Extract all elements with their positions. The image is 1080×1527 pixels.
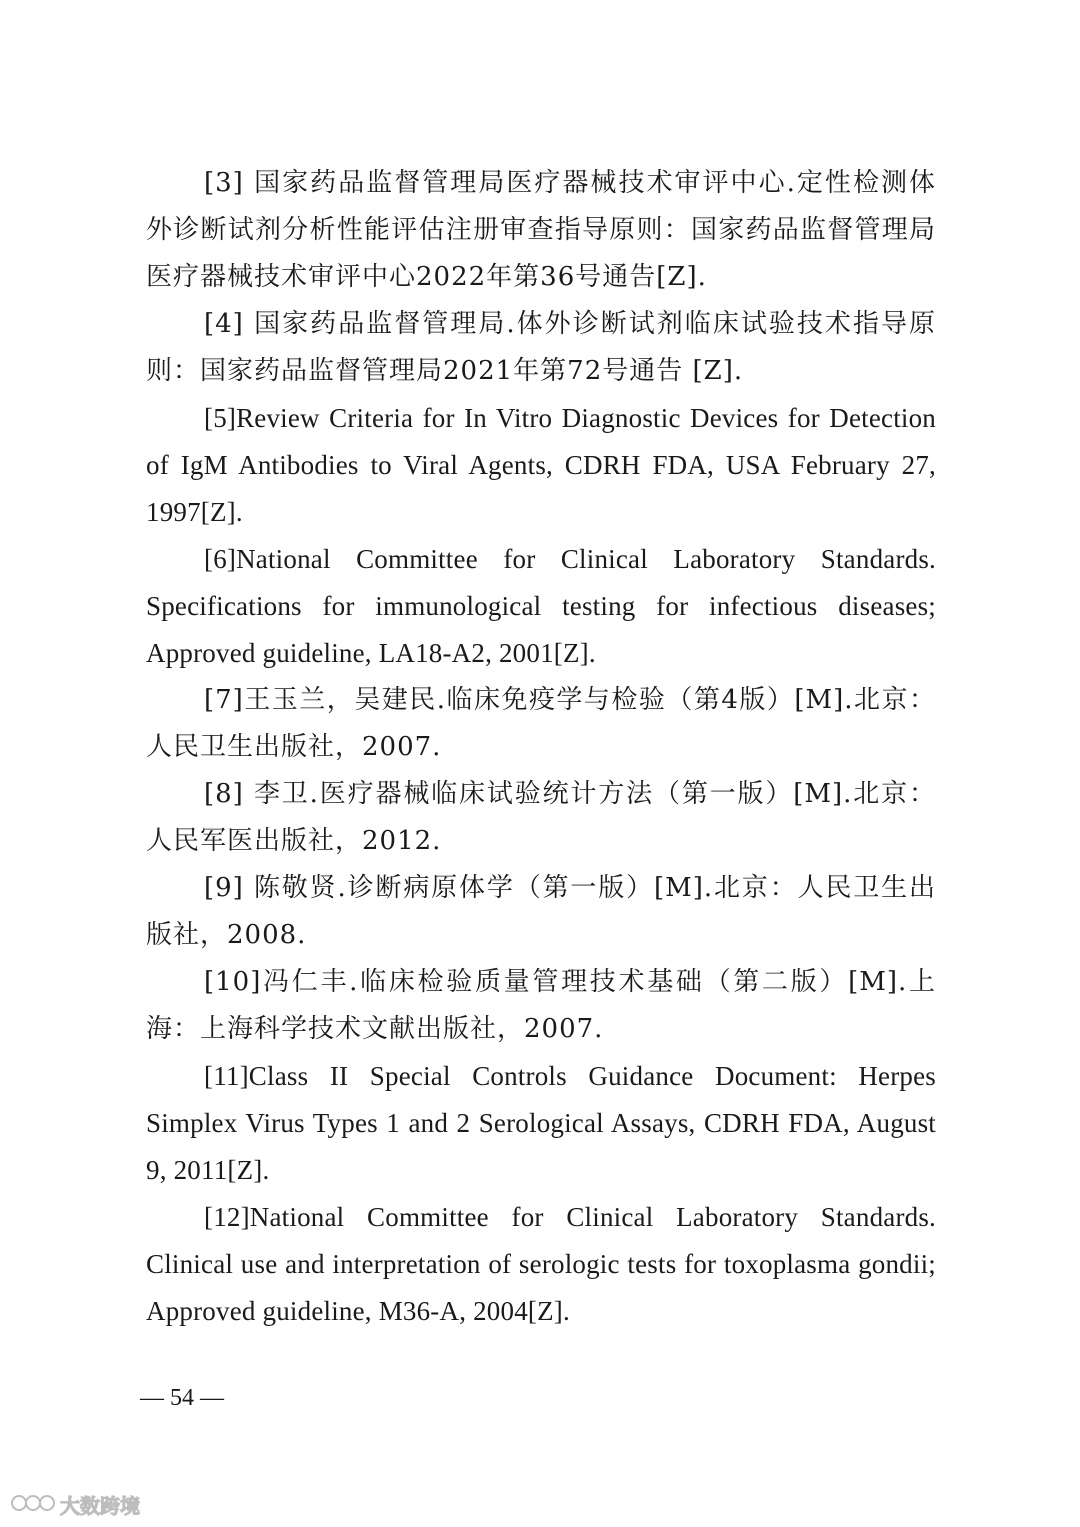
reference-item: [12]National Committee for Clinical Laboratory Standards. Clinical use and interpretation of serologic tests for toxoplasma gondii; Approved guideline, M36-A, 2004[Z].: [146, 1202, 936, 1326]
reference-item: [8] 李卫.医疗器械临床试验统计方法（第一版）[M].北京：人民军医出版社，2012.: [146, 779, 936, 856]
reference-list: [146, 160, 936, 1335]
page-number: — 54 —: [140, 1385, 224, 1411]
reference-item: [7]王玉兰，吴建民.临床免疫学与检验（第4版）[M].北京：人民卫生出版社，2007.: [146, 685, 936, 762]
reference-item: [11]Class II Special Controls Guidance Document: Herpes Simplex Virus Types 1 and 2 Serological Assays, CDRH FDA, August 9, 2011[Z].: [146, 1061, 936, 1185]
reference-item: [3] 国家药品监督管理局医疗器械技术审评中心.定性检测体外诊断试剂分析性能评估注册审查指导原则：国家药品监督管理局医疗器械技术审评中心2022年第36号通告[Z].: [146, 168, 936, 292]
reference-item: [10]冯仁丰.临床检验质量管理技术基础（第二版）[M].上海：上海科学技术文献出版社，2007.: [146, 967, 936, 1044]
reference-item: [9] 陈敬贤.诊断病原体学（第一版）[M].北京：人民卫生出版社，2008.: [146, 873, 936, 950]
reference-item: [6]National Committee for Clinical Laboratory Standards. Specifications for immunological testing for infectious diseases; Approved guideline, LA18-A2, 2001[Z].: [146, 544, 936, 668]
brand-logo-icon: [10, 1491, 56, 1519]
watermark-text: 大数跨境: [60, 1494, 140, 1518]
reference-item: [4] 国家药品监督管理局.体外诊断试剂临床试验技术指导原则：国家药品监督管理局2021年第72号通告 [Z].: [146, 309, 936, 386]
reference-item: [5]Review Criteria for In Vitro Diagnostic Devices for Detection of IgM Antibodies to Viral Agents, CDRH FDA, USA February 27, 1997[Z].: [146, 403, 936, 527]
watermark: [10, 1490, 140, 1519]
